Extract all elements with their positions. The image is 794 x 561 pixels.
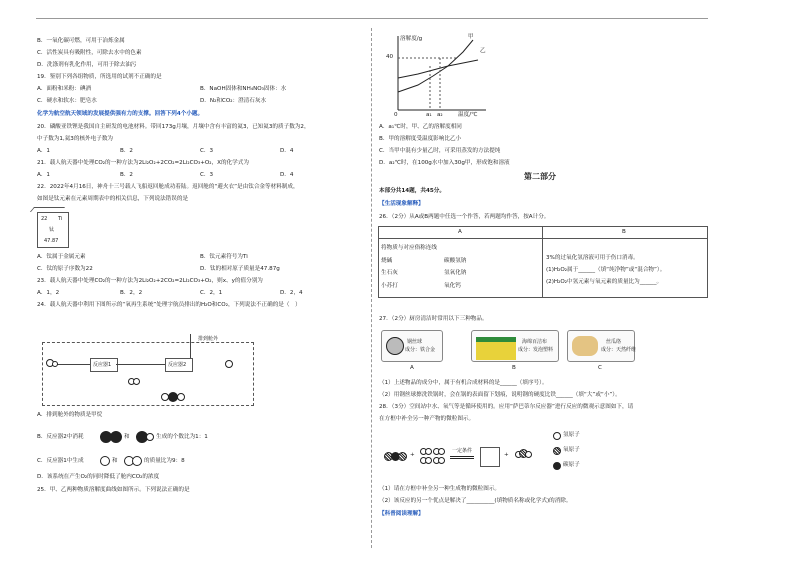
q25-option-a: A．a₁℃时，甲、乙的溶解度相同: [379, 124, 462, 130]
graph-origin: 0: [394, 112, 398, 118]
match-left-2: 生石灰: [381, 270, 398, 276]
h2-1b: [425, 448, 432, 455]
question-27: 27．（2分）厨房清洁时常用以下三种物品。: [379, 316, 488, 322]
question-22-line1: 22．2022年4月16日，神舟十三号载人飞船返回舱成功着陆。返回舱的“避火衣”是由钛合金等材料制成，: [37, 184, 299, 190]
q25-option-b: B．甲的溶解度受温度影响比乙小: [379, 136, 462, 142]
curve-jia: [398, 40, 473, 92]
atomic-mass: 47.87: [44, 238, 59, 244]
question-20-line1: 20．磷酸亚铁锂是我国自主研发的电池材料。带回173g月壤，月壤中含有丰富的氦3，已知氦3的质子数为2，: [37, 124, 310, 130]
q26-column-rule: [542, 226, 543, 297]
q23-option-b: B．2，2: [120, 290, 143, 296]
graph-y40: 40: [386, 54, 394, 60]
oxygen-system-diagram: [42, 342, 254, 406]
molecule-icon-c2b: [132, 456, 142, 466]
q25-option-d: D．a₂℃时，在100g水中加入30g甲，形成饱和溶液: [379, 160, 510, 166]
q24-option-a: A．排到舱外的物质是甲烷: [37, 412, 103, 418]
option-d-text: D．洗涤剂有乳化作用，可用于除去油污: [37, 62, 137, 68]
q21-option-a: A．1: [37, 172, 50, 178]
q24-option-b-part1: B．反应器2中消耗: [37, 434, 84, 440]
h2o-h-right: [525, 451, 532, 458]
methane-h: [225, 360, 233, 368]
cell-top-face: [30, 207, 65, 212]
h2-4b: [438, 457, 445, 464]
q27-part2: （2）用钢丝球擦洗铁锅时，会在锅的表面留下划痕，说明钢的硬度比铁______（填“大”或“小”）。: [379, 392, 621, 398]
h2-3b: [438, 448, 445, 455]
q23-option-c: C．2，1: [200, 290, 223, 296]
legend-carbon: 碳原子: [563, 462, 580, 468]
graph-label-jia: 甲: [468, 34, 474, 40]
column-divider: [371, 28, 372, 548]
molecule-icon-b2b: [146, 433, 154, 441]
reactor-2: [165, 358, 193, 372]
q20-option-a: A．1: [37, 148, 50, 154]
question-24: 24．载人航天器中利用下图所示的“氧再生系统”处理宇航员排出的H₂O和CO₂，下列说法不正确的是（ ）: [37, 302, 301, 308]
question-21: 21．载人航天器中处理CO₂的一种方法为2Li₂O₂+2CO₂=2Li₂CO₃+O₂，X的化学式为: [37, 160, 249, 166]
exhaust-pipe: [190, 334, 191, 358]
molecule-icon-b1b: [110, 431, 122, 443]
q22-option-c: C．钛的原子序数为22: [37, 266, 93, 272]
q22-option-b: B．钛元素符号为Ti: [200, 254, 248, 260]
answer-box[interactable]: [480, 447, 500, 467]
q28-part1: （1）请在方框中补全另一种生成物的微粒图示。: [379, 486, 501, 492]
graph-a1: a₁: [426, 112, 432, 118]
product-a-material: 成分：铁合金: [405, 347, 436, 353]
q20-option-d: D．4: [280, 148, 294, 154]
question-19: 19．鉴别下列各组物质，所选用的试剂不正确的是: [37, 74, 162, 80]
table-header-b: B: [622, 229, 626, 235]
match-right-2: 氢氧化钠: [444, 270, 467, 276]
product-c-letter: C: [598, 365, 602, 371]
option-c-text: C．活性炭具有吸附性，可除去水中的色素: [37, 50, 142, 56]
q23-option-a: A．1，2: [37, 290, 60, 296]
table-b-line3: (2)H₂O₂中氢元素与氧元素的质量比为______。: [546, 279, 663, 285]
table-header-a: A: [458, 229, 462, 235]
match-right-1: 碳酸氢钠: [444, 258, 467, 264]
legend-hydrogen: 氢原子: [563, 432, 580, 438]
match-instruction: 将物质与对应俗称连线: [381, 245, 437, 251]
steel-wool-image: [386, 337, 404, 355]
question-26: 26．（2分）从A或B两题中任选一个作答，若两题均作答，按A计分。: [379, 214, 550, 220]
q24-option-c-and: 和: [112, 458, 118, 464]
product-b-letter: B: [512, 365, 516, 371]
h2-2b: [425, 457, 432, 464]
q24-option-d: D．该系统在产生O₂的同时降低了舱内CO₂的浓度: [37, 474, 160, 480]
q19-option-a: A．面粉和米粉：碘酒: [37, 86, 92, 92]
question-20-line2: 中子数为1,氦3的核外电子数为: [37, 136, 114, 142]
q22-option-a: A．钛属于金属元素: [37, 254, 86, 260]
life-heading: 【生活现象解释】: [379, 201, 424, 207]
plus-sign-2: +: [504, 452, 509, 458]
top-rule: [36, 18, 708, 19]
product-a-letter: A: [410, 365, 414, 371]
product-steel-wool: [381, 330, 443, 362]
q21-option-b: B．2: [120, 172, 133, 178]
product-sponge: [471, 330, 559, 362]
legend-carbon-icon: [553, 462, 561, 470]
q27-part1: （1）上述物品的成分中，属于有机合成材料的是______（填序号）。: [379, 380, 548, 386]
q24-option-b-part3: 生成的个数比为1：1: [156, 434, 208, 440]
q24-option-c-part1: C．反应器1中生成: [37, 458, 84, 464]
graph-ylabel: 溶解度/g: [400, 36, 423, 42]
hydrogen-molecule-2: [133, 378, 140, 385]
table-b-line1: 3%的过氧化氢溶液可用于伤口消毒。: [546, 255, 639, 261]
section-heading: 化学为航空航天领域的发展提供强有力的支撑。回答下列4个小题。: [37, 111, 204, 117]
product-c-name: 丝瓜络: [606, 339, 622, 345]
reaction-condition: 一定条件: [452, 448, 473, 454]
product-b-name: 海绵百洁布: [522, 339, 548, 345]
q25-option-c: C．当甲中混有少量乙时，可采用蒸发的方法提纯: [379, 148, 501, 154]
graph-label-yi: 乙: [480, 48, 486, 54]
q22-option-d: D．钛的相对原子质量是47.87g: [200, 266, 280, 272]
periodic-table-cell: [37, 212, 69, 248]
sponge-image: [476, 337, 516, 360]
oxygen-atom-right: [177, 393, 185, 401]
question-23: 23．载人航天器中处理CO₂的一种方法为2Li₂O₂+2CO₂=2Li₂CO₃+O₂，则x、y的值分别为: [37, 278, 263, 284]
question-22-line2: 如图是钛元素在元素周期表中的相关信息，下列说法错误的是: [37, 196, 189, 202]
legend-oxygen-icon: [553, 447, 561, 455]
reaction-arrow-bottom: [450, 458, 474, 459]
curve-yi: [398, 60, 478, 78]
legend-oxygen: 氧原子: [563, 447, 580, 453]
arrow-in: [57, 364, 90, 365]
q26-table: [378, 226, 708, 298]
graph-a2: a₂: [437, 112, 443, 118]
water-molecule-h: [52, 361, 58, 367]
plus-sign-1: +: [410, 452, 415, 458]
oxygen-atom-left: [161, 393, 169, 401]
molecule-icon-c1: [100, 456, 110, 466]
match-left-1: 烧碱: [381, 258, 393, 264]
q28-part2: （2）该反应的另一个优点是解决了__________(填物质名称或化学式)的消除。: [379, 498, 572, 504]
q19-option-c: C．硬水和软水：肥皂水: [37, 98, 97, 104]
reactor-2-label: 反应器2: [168, 362, 187, 368]
loofah-image: [572, 336, 598, 356]
table-b-line2: (1)H₂O₂属于______（填“纯净物”或“混合物”）。: [546, 267, 666, 273]
q19-option-b: B．NaOH固体和NH₄NO₃固体：水: [200, 86, 287, 92]
q24-option-b-and: 和: [124, 434, 130, 440]
atomic-number: 22: [41, 216, 48, 222]
science-reading-heading: 【科普阅读理解】: [379, 511, 424, 517]
q24-option-c-part3: 的质量比为9：8: [144, 458, 185, 464]
solubility-graph: [378, 30, 498, 120]
arrow-middle: [116, 364, 165, 365]
q21-option-c: C．3: [200, 172, 214, 178]
q20-option-b: B．2: [120, 148, 133, 154]
q21-option-d: D．4: [280, 172, 294, 178]
reactor-1: [90, 358, 118, 372]
option-b-text: B．一氧化碳可燃，可用于冶炼金属: [37, 38, 125, 44]
product-b-material: 成分：发泡塑料: [518, 347, 554, 353]
question-28-line1: 28．（3分）空间站中水、氧气等是循环使用的。应用“萨巴蒂尔反应器”进行反应的微观示意图如下，请: [379, 404, 634, 410]
graph-xlabel: 温度/℃: [458, 112, 478, 118]
product-loofah: [567, 330, 635, 362]
part2-title: 第二部分: [524, 172, 556, 181]
product-a-name: 钢丝球: [407, 339, 423, 345]
q23-option-d: D．2，4: [280, 290, 303, 296]
co2-o-right: [398, 452, 407, 461]
q20-option-c: C．3: [200, 148, 214, 154]
part2-subtitle: 本部分共14题，共45分。: [379, 188, 445, 194]
match-left-3: 小苏打: [381, 283, 398, 289]
q19-option-d: D．N₂和CO₂：澄清石灰水: [200, 98, 267, 104]
element-name: 钛: [49, 227, 55, 233]
question-28-line2: 在方框中补全另一种产物的微粒图示。: [379, 416, 475, 422]
reactor-1-label: 反应器1: [93, 362, 112, 368]
reaction-arrow-top: [450, 456, 474, 457]
match-right-3: 氧化钙: [444, 283, 461, 289]
question-25: 25．甲、乙两种物质溶解度曲线如图所示。下列说法正确的是: [37, 487, 190, 493]
exhaust-label: 排到舱外: [198, 336, 219, 342]
product-c-material: 成分：天然纤维: [601, 347, 637, 353]
legend-hydrogen-icon: [553, 432, 561, 440]
element-symbol: Ti: [58, 216, 63, 222]
